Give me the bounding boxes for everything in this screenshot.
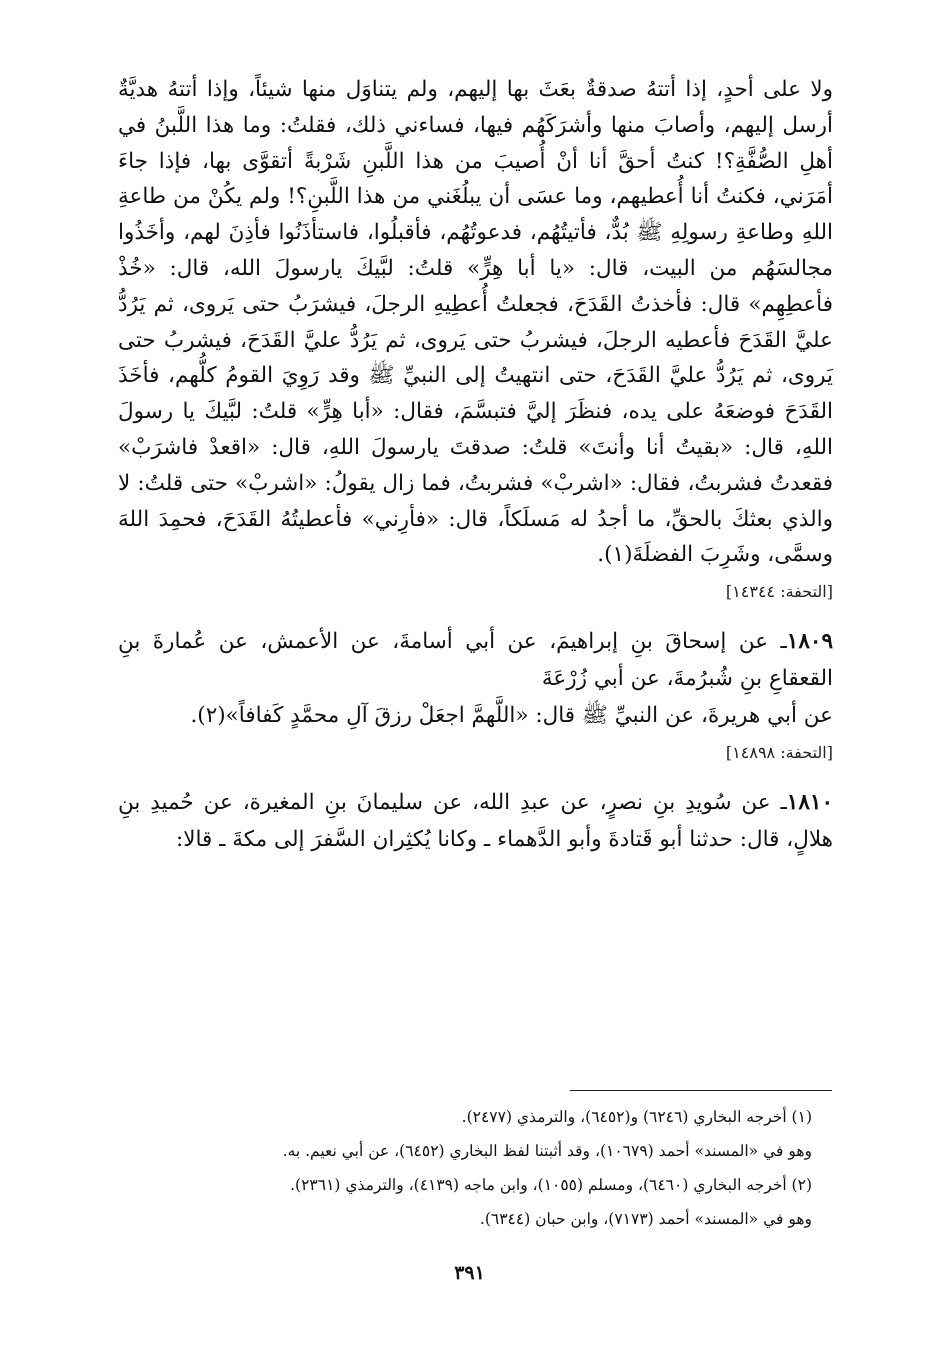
footnote-line: (١) أخرجه البخاري (٦٢٤٦) و(٦٤٥٢)، والترمذي (٢٤٧٧). (461, 1108, 812, 1126)
footnote-divider (570, 1090, 832, 1091)
page-number: ٣٩١ (454, 1262, 485, 1284)
hadith-chain: ـ عن إسحاقَ بنِ إبراهيمَ، عن أبي أسامةَ، عن الأعمش، عن عُمارةَ بنِ القعقاعِ بنِ شُبرُمةَ، عن أبي زُرْعَةَ (118, 629, 833, 692)
hadith-1808-continuation: ولا على أحدٍ، إذا أتتهُ صدقةٌ بعَثَ بها إليهم، ولم يتناوَل منها شيئاً، وإذا أتتهُ هديَّةٌ أرسل إليهم، وأصابَ منها وأشرَكَهُم فيها، فساءني ذلك، فقلتُ: وما هذا اللَّبنُ في أهلِ الصُّفَّةِ؟! كنتُ أحقَّ أنا أنْ أُصيبَ من هذا اللَّبنِ شَرْبةً أتقوَّى بها، فإذا جاءَ أمَرَني، فكنتُ أنا أُعطيهم، وما عسَى أن يبلُغَني من هذا اللَّبنِ؟! ولم يكُنْ من طاعةِ اللهِ وطاعةِ رسولِهِ ﷺ بُدٌّ، فأتيتُهُم، فدعوتُهُم، فأقبلُوا، فاستأذَنُوا فأذِنَ لهم، وأخَذُوا مجالسَهُم من البيت، قال: «يا أبا هِرٍّ» قلتُ: لبَّيكَ يارسولَ الله، قال: «خُذْ فأعطِهِم» قال: فأخذتُ القَدَحَ، فجعلتُ أُعطِيهِ الرجلَ، فيشرَبُ حتى يَروى، ثم يَرُدُّ عليَّ القَدَحَ فأعطيه الرجلَ، فيشربُ حتى يَروى، ثم يَرُدُّ عليَّ القَدَحَ، فيشربُ حتى يَروى، ثم يَرُدُّ عليَّ القَدَحَ، حتى انتهيتُ إلى النبيِّ ﷺ وقد رَوِيَ القومُ كلُّهم، فأخَذَ القَدَحَ فوضعَهُ على يده، فنظَرَ إليَّ فتبسَّمَ، فقال: «أبا هِرٍّ» قلتُ: لبَّيكَ يا رسولَ اللهِ، قال: «بقيتُ أنا وأنتَ» قلتُ: صدقتَ يارسولَ اللهِ، قال: «اقعدْ فاشرَبْ» فقعدتُ فشربتُ، فقال: «اشربْ» فشربتُ، فما زال يقولُ: «اشربْ» حتى قلتُ: لا والذي بعثكَ بالحقِّ، ما أجدُ له مَسلَكاً، قال: «فأرِني» فأعطيتُهُ القَدَحَ، فحمِدَ اللهَ وسمَّى، وشَرِبَ الفضلَةَ(١). (118, 77, 833, 568)
main-text-block (118, 72, 833, 858)
footnotes (200, 1100, 812, 1236)
hadith-number: ١٨٠٩ (786, 629, 833, 655)
hadith-1810 (118, 784, 833, 858)
tuhfa-reference-2: [التحفة: ١٤٨٩٨] (725, 743, 833, 763)
footnote-line: وهو في «المسند» أحمد (١٠٦٧٩)، وقد أثبتنا لفظ البخاري (٦٤٥٢)، عن أبي نعيم. به. (282, 1142, 812, 1160)
footnote-line: وهو في «المسند» أحمد (٧١٧٣)، وابن حبان (٦٣٤٤). (479, 1210, 812, 1228)
hadith-number: ١٨١٠ (786, 790, 833, 816)
tuhfa-reference-1: [التحفة: ١٤٣٤٤] (725, 582, 833, 602)
hadith-1809-matn: عن أبي هريرةَ، عن النبيِّ ﷺ قال: «اللَّهمَّ اجعَلْ رزقَ آلِ محمَّدٍ كَفافاً»(٢). (190, 703, 833, 729)
hadith-chain: ـ عن سُويدِ بنِ نصرٍ، عن عبدِ الله، عن سليمانَ بنِ المغيرة، عن حُميدِ بنِ هلالٍ، قال: حدثنا أبو قَتادةَ وأبو الدَّهماء ـ وكانا يُكثِران السَّفرَ إلى مكةَ ـ قالا: (118, 790, 833, 853)
hadith-1809 (118, 623, 833, 697)
footnote-line: (٢) أخرجه البخاري (٦٤٦٠)، ومسلم (١٠٥٥)، وابن ماجه (٤١٣٩)، والترمذي (٢٣٦١). (290, 1176, 812, 1194)
